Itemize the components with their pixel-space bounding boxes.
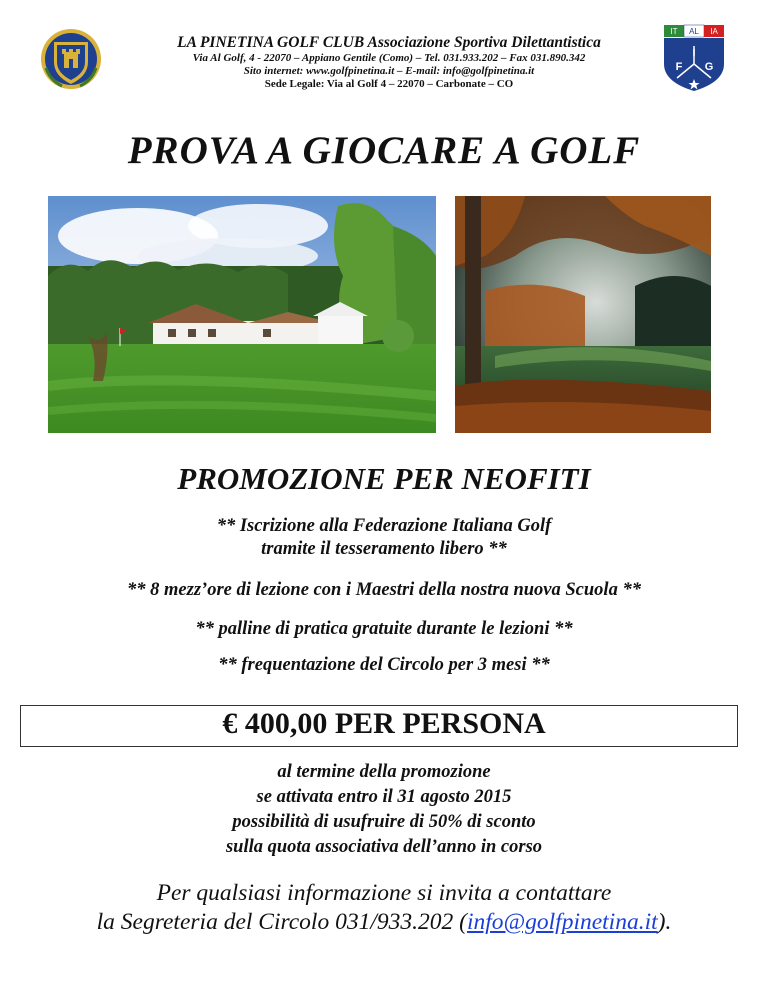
note-line: al termine della promozione bbox=[277, 762, 491, 782]
logo-letter-g: G bbox=[704, 61, 714, 73]
promo-item-federation-line1: ** Iscrizione alla Federazione Italiana Golf bbox=[216, 516, 552, 536]
club-name: LA PINETINA GOLF CLUB Associazione Sportiva Dilettantistica bbox=[177, 34, 601, 51]
promo-title: PROMOZIONE PER NEOFITI bbox=[177, 461, 591, 496]
club-website-email: Sito internet: www.golfpinetina.it – E-mail: info@golfpinetina.it bbox=[243, 65, 535, 77]
promo-item-lessons: ** 8 mezz’ore di lezione con i Maestri della nostra nuova Scuola ** bbox=[127, 580, 641, 600]
note-line: possibilità di usufruire di 50% di sconto bbox=[232, 812, 536, 832]
promo-item-club-access: ** frequentazione del Circolo per 3 mesi ** bbox=[218, 655, 550, 675]
logo-letters-al: AL bbox=[689, 27, 699, 36]
promo-item-practice-balls: ** palline di pratica gratuite durante le lezioni ** bbox=[195, 619, 573, 639]
autumn-fairway-photo bbox=[455, 196, 711, 433]
email-link[interactable]: info@golfpinetina.it bbox=[466, 909, 658, 935]
contact-line2 bbox=[0, 909, 768, 936]
contact-suffix: ). bbox=[657, 909, 672, 935]
contact-prefix: la Segreteria del Circolo 031/933.202 ( bbox=[96, 909, 467, 935]
logo-letter-i: I bbox=[692, 48, 696, 59]
note-line: se attivata entro il 31 agosto 2015 bbox=[256, 787, 512, 807]
page-title: PROVA A GIOCARE A GOLF bbox=[127, 129, 641, 172]
club-legal-address: Sede Legale: Via al Golf 4 – 22070 – Carbonate – CO bbox=[264, 78, 514, 90]
club-address: Via Al Golf, 4 - 22070 – Appiano Gentile (Como) – Tel. 031.933.202 – Fax 031.890.342 bbox=[192, 52, 586, 64]
logo-letters-ia: IA bbox=[710, 27, 718, 36]
contact-line1: Per qualsiasi informazione si invita a contattare bbox=[156, 880, 612, 906]
promo-item-federation-line2: tramite il tesseramento libero ** bbox=[261, 539, 507, 559]
fig-federation-logo bbox=[663, 24, 725, 92]
note-line: sulla quota associativa dell’anno in corso bbox=[225, 837, 543, 857]
club-crest-logo bbox=[40, 28, 102, 90]
logo-letters-it: IT bbox=[670, 27, 678, 36]
logo-letter-f: F bbox=[675, 61, 683, 73]
clubhouse-photo bbox=[48, 196, 436, 433]
price-label: € 400,00 PER PERSONA bbox=[222, 707, 546, 740]
